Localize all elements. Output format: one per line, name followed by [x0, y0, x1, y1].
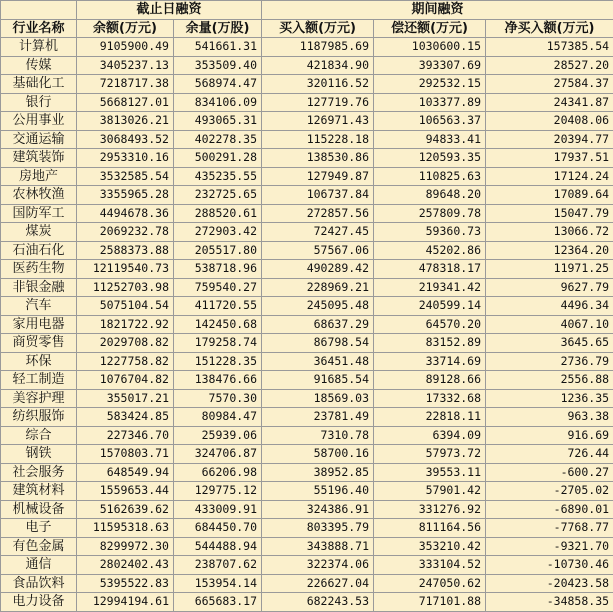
- industry-cell: 综合: [1, 426, 77, 445]
- balance-cell: 3355965.28: [77, 186, 174, 205]
- industry-cell: 社会服务: [1, 463, 77, 482]
- net-buy-cell: 17089.64: [486, 186, 613, 205]
- buy-cell: 138530.86: [262, 149, 374, 168]
- industry-cell: 通信: [1, 556, 77, 575]
- table-row: [1, 278, 613, 297]
- buy-cell: 106737.84: [262, 186, 374, 205]
- balance-cell: 1076704.82: [77, 371, 174, 390]
- industry-cell: 家用电器: [1, 315, 77, 334]
- buy-cell: 272857.56: [262, 204, 374, 223]
- table-body: [1, 38, 613, 612]
- net-buy-cell: -20423.58: [486, 574, 613, 593]
- repay-cell: 6394.09: [374, 426, 486, 445]
- repay-cell: 94833.41: [374, 130, 486, 149]
- industry-cell: 商贸零售: [1, 334, 77, 353]
- repay-cell: 33714.69: [374, 352, 486, 371]
- table-row: [1, 149, 613, 168]
- repay-cell: 17332.68: [374, 389, 486, 408]
- volume-cell: 179258.74: [174, 334, 262, 353]
- volume-cell: 205517.80: [174, 241, 262, 260]
- buy-cell: 322374.06: [262, 556, 374, 575]
- repay-cell: 57973.72: [374, 445, 486, 464]
- buy-cell: 86798.54: [262, 334, 374, 353]
- volume-cell: 238707.62: [174, 556, 262, 575]
- repay-cell: 292532.15: [374, 75, 486, 94]
- balance-cell: 1821722.92: [77, 315, 174, 334]
- repay-cell: 64570.20: [374, 315, 486, 334]
- repay-cell: 110825.63: [374, 167, 486, 186]
- balance-cell: 4494678.36: [77, 204, 174, 223]
- buy-cell: 226627.04: [262, 574, 374, 593]
- buy-cell: 245095.48: [262, 297, 374, 316]
- balance-cell: 5162639.62: [77, 500, 174, 519]
- volume-cell: 129775.12: [174, 482, 262, 501]
- table-row: [1, 371, 613, 390]
- net-buy-cell: -34858.35: [486, 593, 613, 612]
- buy-cell: 55196.40: [262, 482, 374, 501]
- repay-cell: 39553.11: [374, 463, 486, 482]
- volume-cell: 568974.47: [174, 75, 262, 94]
- industry-cell: 电力设备: [1, 593, 77, 612]
- repay-cell: 247050.62: [374, 574, 486, 593]
- net-buy-cell: 963.38: [486, 408, 613, 427]
- buy-cell: 127949.87: [262, 167, 374, 186]
- balance-cell: 583424.85: [77, 408, 174, 427]
- col-header-balance: 余额(万元): [77, 19, 174, 38]
- buy-cell: 127719.76: [262, 93, 374, 112]
- repay-cell: 59360.73: [374, 223, 486, 242]
- table-row: [1, 167, 613, 186]
- industry-cell: 建筑装饰: [1, 149, 77, 168]
- net-buy-cell: 1236.35: [486, 389, 613, 408]
- table-row: [1, 463, 613, 482]
- table-row: [1, 334, 613, 353]
- industry-cell: 美容护理: [1, 389, 77, 408]
- volume-cell: 411720.55: [174, 297, 262, 316]
- table-row: [1, 482, 613, 501]
- net-buy-cell: 24341.87: [486, 93, 613, 112]
- repay-cell: 1030600.15: [374, 38, 486, 57]
- net-buy-cell: -6890.01: [486, 500, 613, 519]
- buy-cell: 1187985.69: [262, 38, 374, 57]
- repay-cell: 478318.17: [374, 260, 486, 279]
- industry-cell: 煤炭: [1, 223, 77, 242]
- table-row: [1, 260, 613, 279]
- balance-cell: 11595318.63: [77, 519, 174, 538]
- volume-cell: 66206.98: [174, 463, 262, 482]
- buy-cell: 72427.45: [262, 223, 374, 242]
- industry-cell: 纺织服饰: [1, 408, 77, 427]
- repay-cell: 89128.66: [374, 371, 486, 390]
- net-buy-cell: 20394.77: [486, 130, 613, 149]
- balance-cell: 2588373.88: [77, 241, 174, 260]
- col-header-buy: 买入额(万元): [262, 19, 374, 38]
- column-header-row: [1, 19, 613, 38]
- balance-cell: 5668127.01: [77, 93, 174, 112]
- table-row: [1, 38, 613, 57]
- volume-cell: 684450.70: [174, 519, 262, 538]
- buy-cell: 18569.03: [262, 389, 374, 408]
- balance-cell: 12119540.73: [77, 260, 174, 279]
- net-buy-cell: 17937.51: [486, 149, 613, 168]
- industry-cell: 银行: [1, 93, 77, 112]
- net-buy-cell: 17124.24: [486, 167, 613, 186]
- volume-cell: 500291.28: [174, 149, 262, 168]
- net-buy-cell: 3645.65: [486, 334, 613, 353]
- repay-cell: 89648.20: [374, 186, 486, 205]
- buy-cell: 68637.29: [262, 315, 374, 334]
- buy-cell: 421834.90: [262, 56, 374, 75]
- balance-cell: 1570803.71: [77, 445, 174, 464]
- net-buy-cell: 916.69: [486, 426, 613, 445]
- table-row: [1, 556, 613, 575]
- balance-cell: 7218717.38: [77, 75, 174, 94]
- table-row: [1, 315, 613, 334]
- table-row: [1, 389, 613, 408]
- volume-cell: 541661.31: [174, 38, 262, 57]
- industry-cell: 基础化工: [1, 75, 77, 94]
- industry-cell: 医药生物: [1, 260, 77, 279]
- balance-cell: 227346.70: [77, 426, 174, 445]
- buy-cell: 38952.85: [262, 463, 374, 482]
- net-buy-cell: 157385.54: [486, 38, 613, 57]
- repay-cell: 22818.11: [374, 408, 486, 427]
- buy-cell: 126971.43: [262, 112, 374, 131]
- buy-cell: 23781.49: [262, 408, 374, 427]
- empty-corner: [1, 1, 77, 20]
- industry-cell: 房地产: [1, 167, 77, 186]
- industry-cell: 公用事业: [1, 112, 77, 131]
- net-buy-cell: -7768.77: [486, 519, 613, 538]
- industry-cell: 食品饮料: [1, 574, 77, 593]
- group-header-row: [1, 1, 613, 20]
- balance-cell: 2953310.16: [77, 149, 174, 168]
- industry-cell: 交通运输: [1, 130, 77, 149]
- net-buy-cell: -2705.02: [486, 482, 613, 501]
- group-header-period-end: 截止日融资: [77, 1, 262, 20]
- buy-cell: 36451.48: [262, 352, 374, 371]
- industry-cell: 环保: [1, 352, 77, 371]
- table-row: [1, 519, 613, 538]
- buy-cell: 343888.71: [262, 537, 374, 556]
- repay-cell: 240599.14: [374, 297, 486, 316]
- industry-cell: 汽车: [1, 297, 77, 316]
- net-buy-cell: 20408.06: [486, 112, 613, 131]
- repay-cell: 353210.42: [374, 537, 486, 556]
- industry-cell: 传媒: [1, 56, 77, 75]
- table-row: [1, 112, 613, 131]
- net-buy-cell: -600.27: [486, 463, 613, 482]
- table-row: [1, 574, 613, 593]
- volume-cell: 25939.06: [174, 426, 262, 445]
- col-header-repay: 偿还额(万元): [374, 19, 486, 38]
- buy-cell: 115228.18: [262, 130, 374, 149]
- balance-cell: 3068493.52: [77, 130, 174, 149]
- table-row: [1, 500, 613, 519]
- industry-cell: 钢铁: [1, 445, 77, 464]
- volume-cell: 665683.17: [174, 593, 262, 612]
- group-header-period: 期间融资: [262, 1, 613, 20]
- volume-cell: 142450.68: [174, 315, 262, 334]
- volume-cell: 324706.87: [174, 445, 262, 464]
- volume-cell: 433009.91: [174, 500, 262, 519]
- industry-cell: 国防军工: [1, 204, 77, 223]
- balance-cell: 2069232.78: [77, 223, 174, 242]
- balance-cell: 2029708.82: [77, 334, 174, 353]
- table-row: [1, 352, 613, 371]
- repay-cell: 83152.89: [374, 334, 486, 353]
- table-row: [1, 408, 613, 427]
- buy-cell: 490289.42: [262, 260, 374, 279]
- balance-cell: 2802402.43: [77, 556, 174, 575]
- table-row: [1, 130, 613, 149]
- volume-cell: 493065.31: [174, 112, 262, 131]
- volume-cell: 138476.66: [174, 371, 262, 390]
- balance-cell: 1227758.82: [77, 352, 174, 371]
- balance-cell: 5075104.54: [77, 297, 174, 316]
- table-row: [1, 223, 613, 242]
- balance-cell: 648549.94: [77, 463, 174, 482]
- balance-cell: 5395522.83: [77, 574, 174, 593]
- repay-cell: 257809.78: [374, 204, 486, 223]
- net-buy-cell: 4496.34: [486, 297, 613, 316]
- buy-cell: 91685.54: [262, 371, 374, 390]
- balance-cell: 11252703.98: [77, 278, 174, 297]
- repay-cell: 811164.56: [374, 519, 486, 538]
- balance-cell: 8299972.30: [77, 537, 174, 556]
- table-row: [1, 426, 613, 445]
- repay-cell: 333104.52: [374, 556, 486, 575]
- table-row: [1, 93, 613, 112]
- industry-cell: 轻工制造: [1, 371, 77, 390]
- buy-cell: 58700.16: [262, 445, 374, 464]
- repay-cell: 717101.88: [374, 593, 486, 612]
- balance-cell: 355017.21: [77, 389, 174, 408]
- volume-cell: 80984.47: [174, 408, 262, 427]
- repay-cell: 331276.92: [374, 500, 486, 519]
- balance-cell: 3405237.13: [77, 56, 174, 75]
- net-buy-cell: 15047.79: [486, 204, 613, 223]
- table-row: [1, 56, 613, 75]
- buy-cell: 320116.52: [262, 75, 374, 94]
- balance-cell: 9105900.49: [77, 38, 174, 57]
- volume-cell: 544488.94: [174, 537, 262, 556]
- table-row: [1, 445, 613, 464]
- volume-cell: 7570.30: [174, 389, 262, 408]
- industry-cell: 有色金属: [1, 537, 77, 556]
- net-buy-cell: -10730.46: [486, 556, 613, 575]
- industry-cell: 非银金融: [1, 278, 77, 297]
- table-row: [1, 204, 613, 223]
- net-buy-cell: 2736.79: [486, 352, 613, 371]
- volume-cell: 353509.40: [174, 56, 262, 75]
- buy-cell: 803395.79: [262, 519, 374, 538]
- balance-cell: 1559653.44: [77, 482, 174, 501]
- col-header-industry: 行业名称: [1, 19, 77, 38]
- volume-cell: 834106.09: [174, 93, 262, 112]
- buy-cell: 682243.53: [262, 593, 374, 612]
- industry-cell: 石油石化: [1, 241, 77, 260]
- volume-cell: 151228.35: [174, 352, 262, 371]
- industry-cell: 电子: [1, 519, 77, 538]
- buy-cell: 228969.21: [262, 278, 374, 297]
- table-row: [1, 537, 613, 556]
- industry-cell: 建筑材料: [1, 482, 77, 501]
- net-buy-cell: 4067.10: [486, 315, 613, 334]
- balance-cell: 3813026.21: [77, 112, 174, 131]
- volume-cell: 153954.14: [174, 574, 262, 593]
- net-buy-cell: -9321.70: [486, 537, 613, 556]
- repay-cell: 57901.42: [374, 482, 486, 501]
- table-row: [1, 297, 613, 316]
- net-buy-cell: 13066.72: [486, 223, 613, 242]
- table-row: [1, 241, 613, 260]
- table-row: [1, 75, 613, 94]
- repay-cell: 219341.42: [374, 278, 486, 297]
- industry-cell: 计算机: [1, 38, 77, 57]
- buy-cell: 324386.91: [262, 500, 374, 519]
- net-buy-cell: 11971.25: [486, 260, 613, 279]
- buy-cell: 7310.78: [262, 426, 374, 445]
- volume-cell: 272903.42: [174, 223, 262, 242]
- repay-cell: 106563.37: [374, 112, 486, 131]
- net-buy-cell: 27584.37: [486, 75, 613, 94]
- repay-cell: 45202.86: [374, 241, 486, 260]
- col-header-net-buy: 净买入额(万元): [486, 19, 613, 38]
- net-buy-cell: 9627.79: [486, 278, 613, 297]
- industry-cell: 农林牧渔: [1, 186, 77, 205]
- balance-cell: 3532585.54: [77, 167, 174, 186]
- repay-cell: 120593.35: [374, 149, 486, 168]
- net-buy-cell: 12364.20: [486, 241, 613, 260]
- buy-cell: 57567.06: [262, 241, 374, 260]
- col-header-volume: 余量(万股): [174, 19, 262, 38]
- repay-cell: 393307.69: [374, 56, 486, 75]
- balance-cell: 12994194.61: [77, 593, 174, 612]
- volume-cell: 402278.35: [174, 130, 262, 149]
- volume-cell: 759540.27: [174, 278, 262, 297]
- volume-cell: 232725.65: [174, 186, 262, 205]
- volume-cell: 435235.55: [174, 167, 262, 186]
- net-buy-cell: 2556.88: [486, 371, 613, 390]
- volume-cell: 288520.61: [174, 204, 262, 223]
- table-row: [1, 186, 613, 205]
- volume-cell: 538718.96: [174, 260, 262, 279]
- repay-cell: 103377.89: [374, 93, 486, 112]
- net-buy-cell: 726.44: [486, 445, 613, 464]
- net-buy-cell: 28527.20: [486, 56, 613, 75]
- industry-cell: 机械设备: [1, 500, 77, 519]
- table-row: [1, 593, 613, 612]
